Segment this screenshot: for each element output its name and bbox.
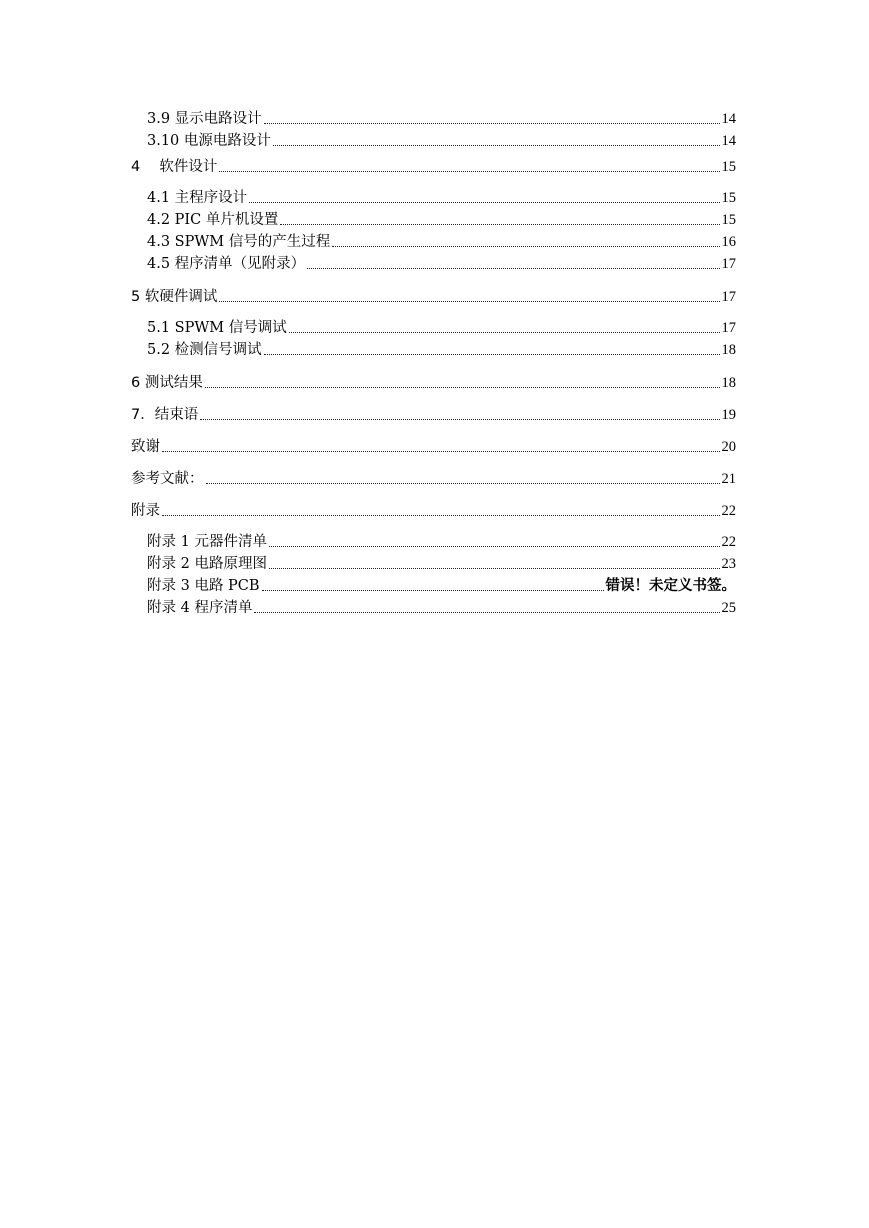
toc-entry[interactable]	[131, 529, 736, 551]
toc-page-number: 15	[721, 159, 736, 175]
toc-entry[interactable]	[131, 370, 736, 392]
dot-leader	[280, 224, 719, 225]
dot-leader	[249, 202, 719, 203]
toc-entry[interactable]	[131, 551, 736, 573]
toc-entry-title: 4.3 SPWM 信号的产生过程	[147, 234, 331, 250]
toc-entry-title: 3.10 电源电路设计	[147, 133, 271, 149]
toc-entry[interactable]	[131, 251, 736, 273]
toc-entry-title: 4.2 PIC 单片机设置	[147, 212, 279, 228]
dot-leader	[254, 612, 719, 613]
toc-page-number: 23	[721, 556, 736, 572]
toc-entry-title: 附录 3 电路 PCB	[147, 578, 260, 594]
toc-page-number: 14	[721, 133, 736, 149]
toc-entry[interactable]	[131, 185, 736, 207]
toc-entry-title: 参考文献：	[131, 471, 204, 487]
toc-entry-title: 附录 1 元器件清单	[147, 534, 267, 550]
toc-entry[interactable]	[131, 498, 736, 520]
toc-entry[interactable]	[131, 595, 736, 617]
dot-leader	[307, 268, 719, 269]
dot-leader	[273, 145, 720, 146]
toc-entry[interactable]	[131, 402, 736, 424]
toc-entry-title: 5 软硬件调试	[131, 289, 218, 305]
toc-page-number: 22	[721, 503, 736, 519]
toc-page-number: 20	[721, 439, 736, 455]
dot-leader	[269, 568, 720, 569]
toc-entry[interactable]	[131, 207, 736, 229]
dot-leader	[162, 515, 720, 516]
toc-page-number: 18	[721, 375, 736, 391]
toc-entry-title: 附录 4 程序清单	[147, 600, 253, 616]
toc-entry-title: 7．结束语	[131, 407, 199, 423]
toc-page-number: 22	[721, 534, 736, 550]
toc-entry[interactable]	[131, 315, 736, 337]
toc-entry[interactable]	[131, 128, 736, 150]
toc-entry[interactable]	[131, 434, 736, 456]
toc-entry-title: 附录	[131, 503, 160, 519]
dot-leader	[264, 354, 720, 355]
toc-page-number: 17	[721, 289, 736, 305]
dot-leader	[332, 246, 719, 247]
dot-leader	[206, 483, 720, 484]
table-of-contents	[131, 106, 736, 617]
toc-entry-title: 4.1 主程序设计	[147, 190, 248, 206]
toc-entry[interactable]	[131, 573, 736, 595]
toc-page-number: 14	[721, 111, 736, 127]
toc-page-number: 15	[721, 190, 736, 206]
dot-leader	[269, 546, 720, 547]
toc-entry[interactable]	[131, 284, 736, 306]
toc-entry-title: 4 软件设计	[131, 159, 218, 175]
dot-leader	[262, 590, 604, 591]
toc-entry-title: 6 测试结果	[131, 375, 203, 391]
toc-entry-title: 5.1 SPWM 信号调试	[147, 320, 287, 336]
bookmark-error-text: 错误！未定义书签。	[605, 578, 736, 594]
toc-page-number: 18	[721, 342, 736, 358]
toc-page-number: 15	[721, 212, 736, 228]
toc-page-number: 17	[721, 320, 736, 336]
toc-page-number: 16	[721, 234, 736, 250]
toc-entry-title: 致谢	[131, 439, 160, 455]
toc-entry-title: 5.2 检测信号调试	[147, 342, 262, 358]
dot-leader	[200, 419, 719, 420]
toc-entry-title: 4.5 程序清单（见附录）	[147, 256, 306, 272]
toc-entry[interactable]	[131, 337, 736, 359]
dot-leader	[162, 451, 720, 452]
toc-entry-title: 3.9 显示电路设计	[147, 111, 262, 127]
toc-entry[interactable]	[131, 154, 736, 176]
toc-entry[interactable]	[131, 466, 736, 488]
dot-leader	[219, 301, 719, 302]
toc-entry[interactable]	[131, 229, 736, 251]
toc-entry[interactable]	[131, 106, 736, 128]
dot-leader	[205, 387, 720, 388]
toc-page-number: 21	[721, 471, 736, 487]
toc-page-number: 19	[721, 407, 736, 423]
dot-leader	[289, 332, 720, 333]
toc-page-number: 25	[721, 600, 736, 616]
dot-leader	[264, 123, 720, 124]
toc-page-number: 17	[721, 256, 736, 272]
dot-leader	[219, 171, 719, 172]
toc-entry-title: 附录 2 电路原理图	[147, 556, 267, 572]
